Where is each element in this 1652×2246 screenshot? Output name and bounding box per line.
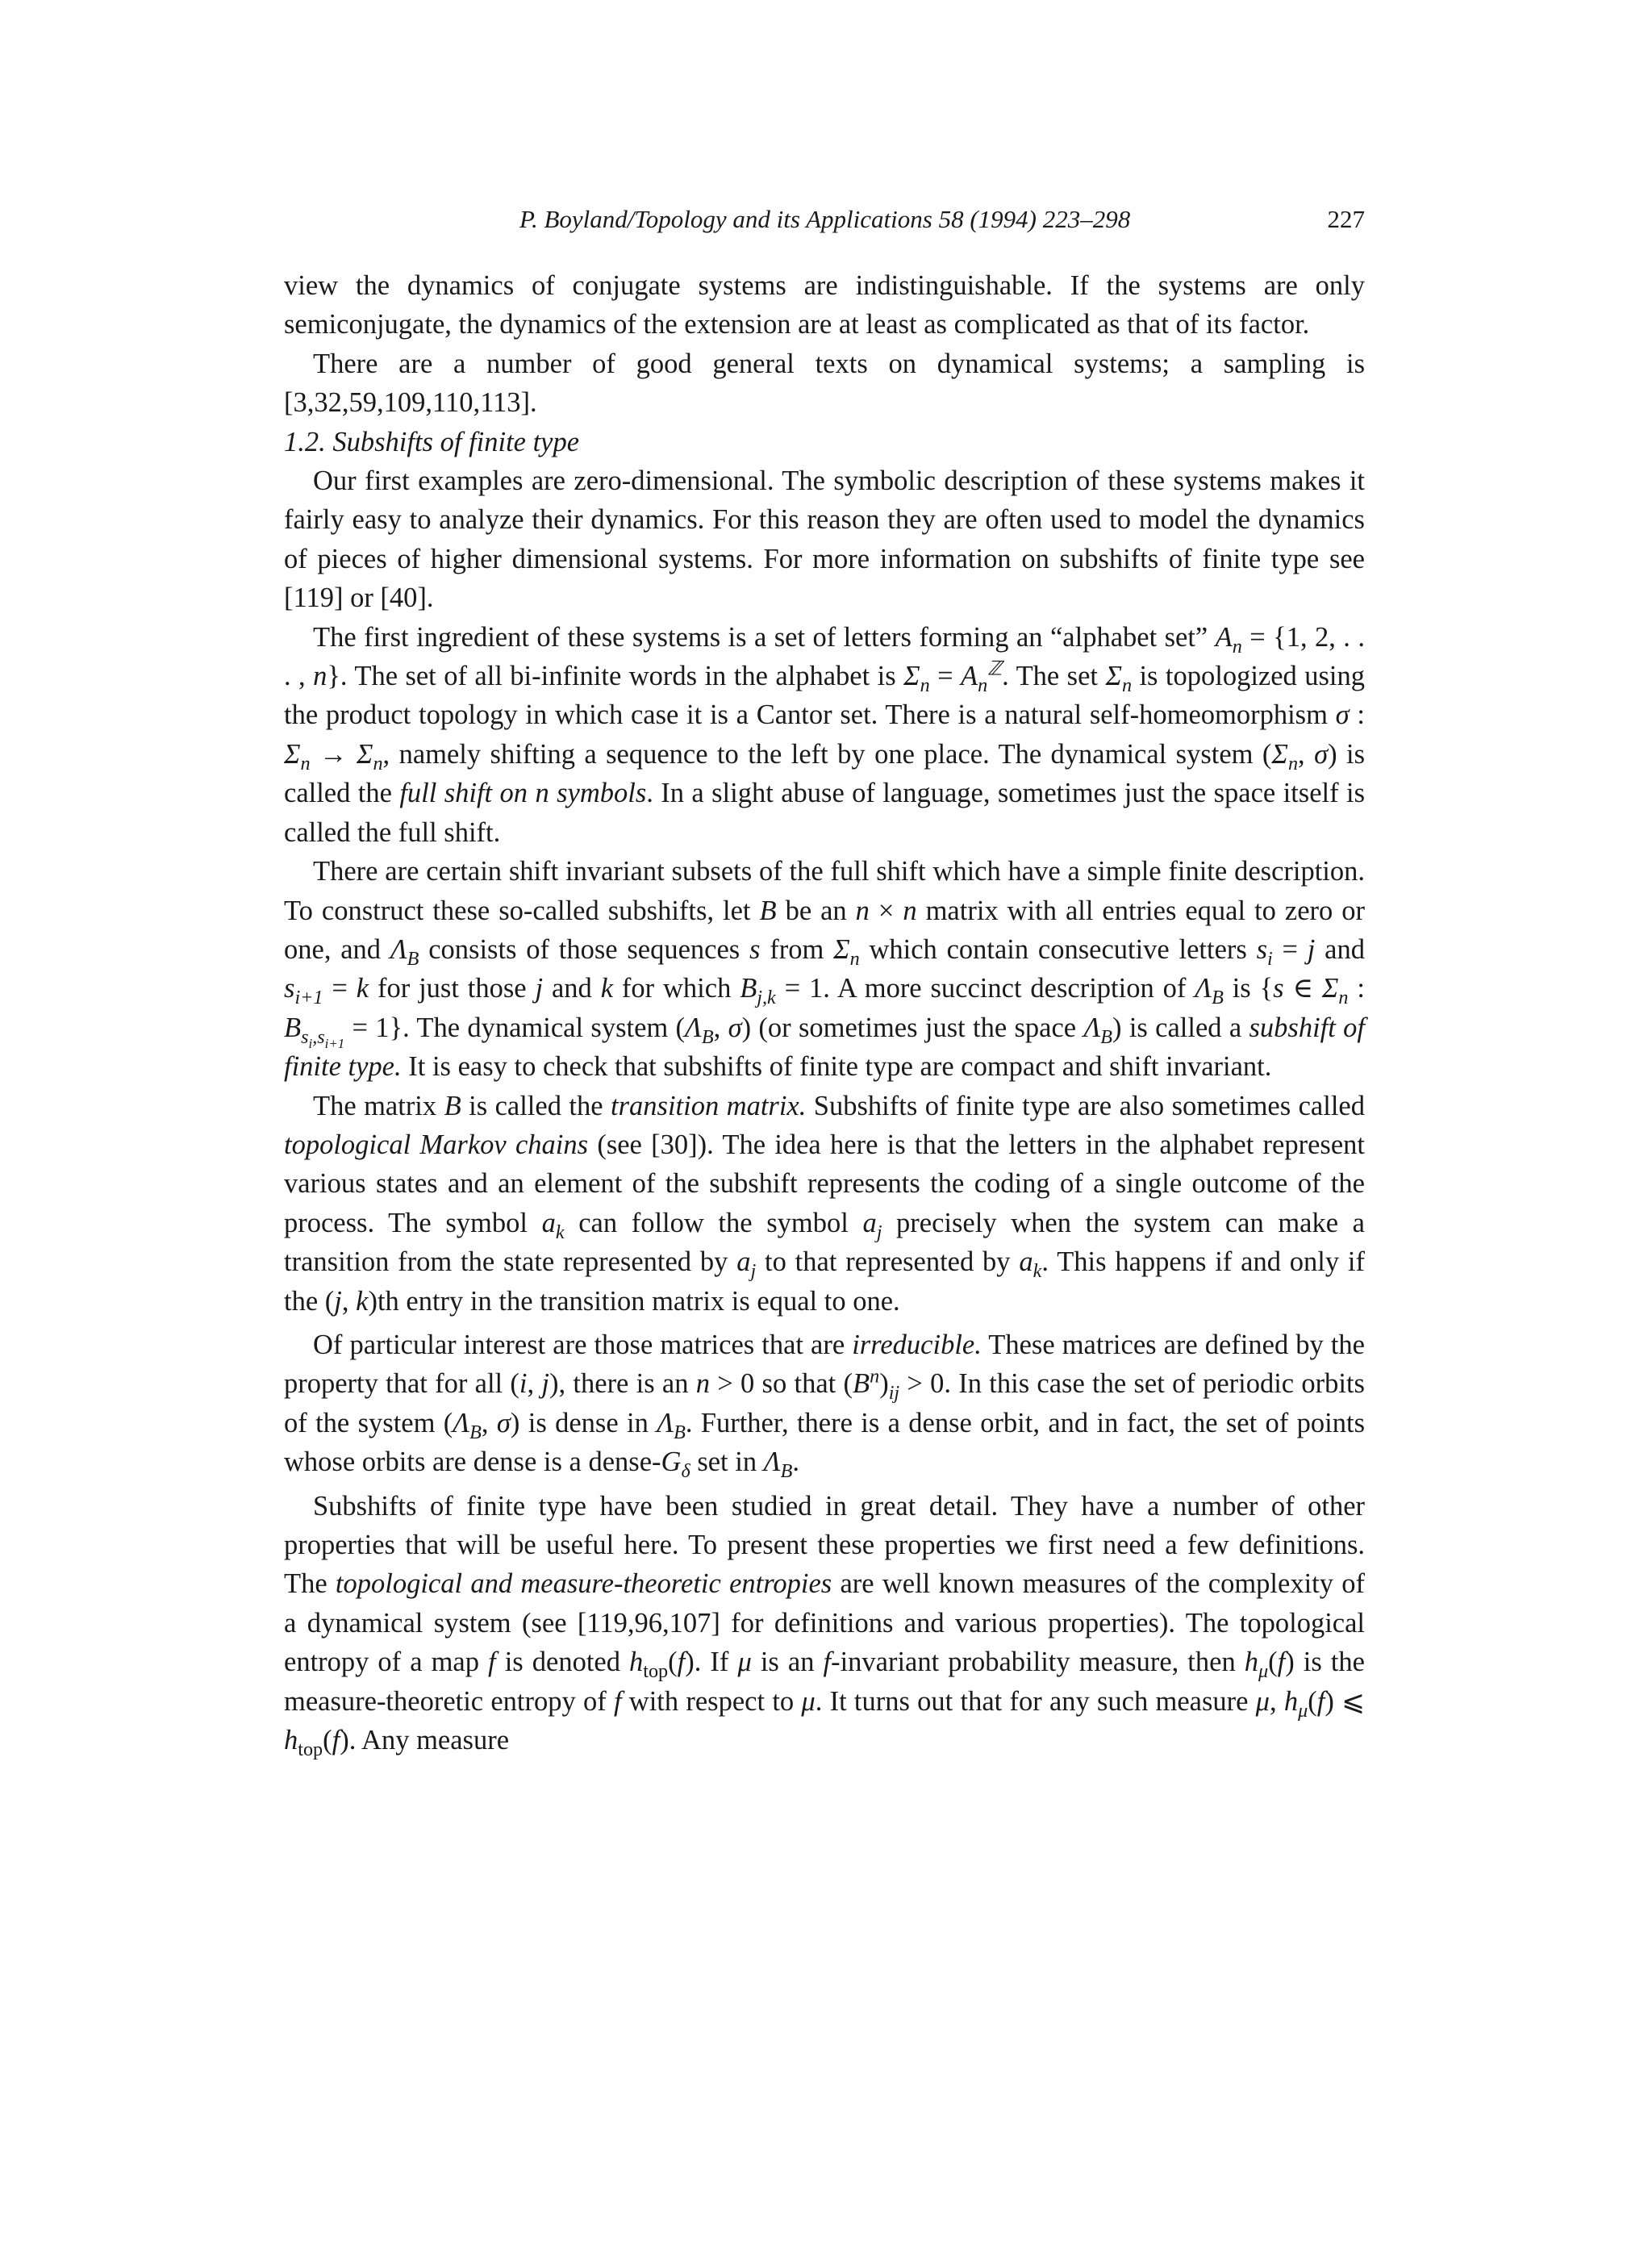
paragraph: The matrix B is called the transition matrix. Subshifts of finite type are also sometimes called topological Markov chains (see [30]). The idea here is that the letters in the alphabet represent various states and an element of the subshift represents the coding of a single outcome of the process. The symbol $a_k$ can follow the symbol $a_j$ precisely when the system can make a transition from the state represented by $a_j$ to that represented by $a_k$. This happens if and only if the (j, k)th entry in the transition matrix is equal to one. xyxy=(284,1090,1366,1317)
term: topological Markov chains xyxy=(284,1129,589,1160)
paragraph: The first ingredient of these systems is a set of letters forming an “alphabet set” $A_n = \{1$, 2, . . . , n}. The set of all bi-infinite words in the alphabet is $\Sigma_n = A_n^ℤ$. The set $\Sigma_n$ is topologized using the product topology in which case it is a Cantor set. There is a natural self-homeomorphism σ : $\Sigma_n \to \Sigma_n$, namely shifting a sequence to the left by one place. The dynamical system ($\Sigma_n$, σ) is called the full shift on n symbols. In a slight abuse of language, sometimes just the space itself is called the full shift. xyxy=(284,621,1366,848)
term: topological and measure-theoretic entropies xyxy=(335,1568,832,1600)
term: irreducible. xyxy=(852,1329,982,1360)
page-number: 227 xyxy=(1327,205,1365,233)
section-heading: 1.2. Subshifts of finite type xyxy=(284,426,580,457)
paragraph: Of particular interest are those matrices that are irreducible. These matrices are defined by the property that for all (i, j), there is an n > 0 so that $(B^n)_{ij} > 0$. In this case the set of periodic orbits of the system ($\Lambda_B$, σ) is dense in $\Lambda_B$. Further, there is a dense orbit, and in fact, the set of points whose orbits are dense is a dense-$G_\delta$ set in $\Lambda_B$. xyxy=(284,1329,1365,1483)
term: transition matrix. xyxy=(611,1090,807,1121)
running-head: P. Boyland/Topology and its Applications 58 (1994) 223–298 xyxy=(519,205,1131,233)
article-body xyxy=(284,266,1365,1760)
paragraph: There are a number of good general texts on dynamical systems; a sampling is [3,32,59,109,110,113]. xyxy=(284,348,1365,419)
paragraph: Subshifts of finite type have been studied in great detail. They have a number of other properties that will be useful here. To present these properties we first need a few definitions. The topological and measure-theoretic entropies are well known measures of the complexity of a dynamical system (see [119,96,107] for definitions and various properties). The topological entropy of a map f is denoted $h_{top}(f)$. If μ is an f-invariant probability measure, then $h_\mu(f)$ is the measure-theoretic entropy of f with respect to μ. It turns out that for any such measure μ, $h_\mu(f)$ ⩽ $h_{top}(f)$. Any measure xyxy=(284,1490,1366,1760)
paragraph: There are certain shift invariant subsets of the full shift which have a simple finite description. To construct these so-called subshifts, let B be an n × n matrix with all entries equal to zero or one, and $\Lambda_B$ consists of those sequences s from $\Sigma_n$ which contain consecutive letters $s_i = j$ and $s_{i+1} = k$ for just those j and k for which $B_{j,k} = 1$. A more succinct description of $\Lambda_B$ is {s ∈ $\Sigma_n$ : $B_{s_i,s_{i+1}} = 1$}. The dynamical system ($\Lambda_B$, σ) (or sometimes just the space $\Lambda_B$) is called a subshift of finite type. It is easy to check that subshifts of finite type are compact and shift invariant. xyxy=(284,856,1365,1083)
paragraph: Our first examples are zero-dimensional. The symbolic description of these systems makes it fairly easy to analyze their dynamics. For this reason they are often used to model the dynamics of pieces of higher dimensional systems. For more information on subshifts of finite type see [119] or [40]. xyxy=(284,465,1365,614)
term: subshift of finite type. xyxy=(284,1012,1365,1083)
term: full shift on n symbols xyxy=(399,778,647,809)
page-header xyxy=(284,205,1365,242)
paragraph: view the dynamics of conjugate systems are indistinguishable. If the systems are only semiconjugate, the dynamics of the extension are at least as complicated as that of its factor. xyxy=(284,270,1365,340)
